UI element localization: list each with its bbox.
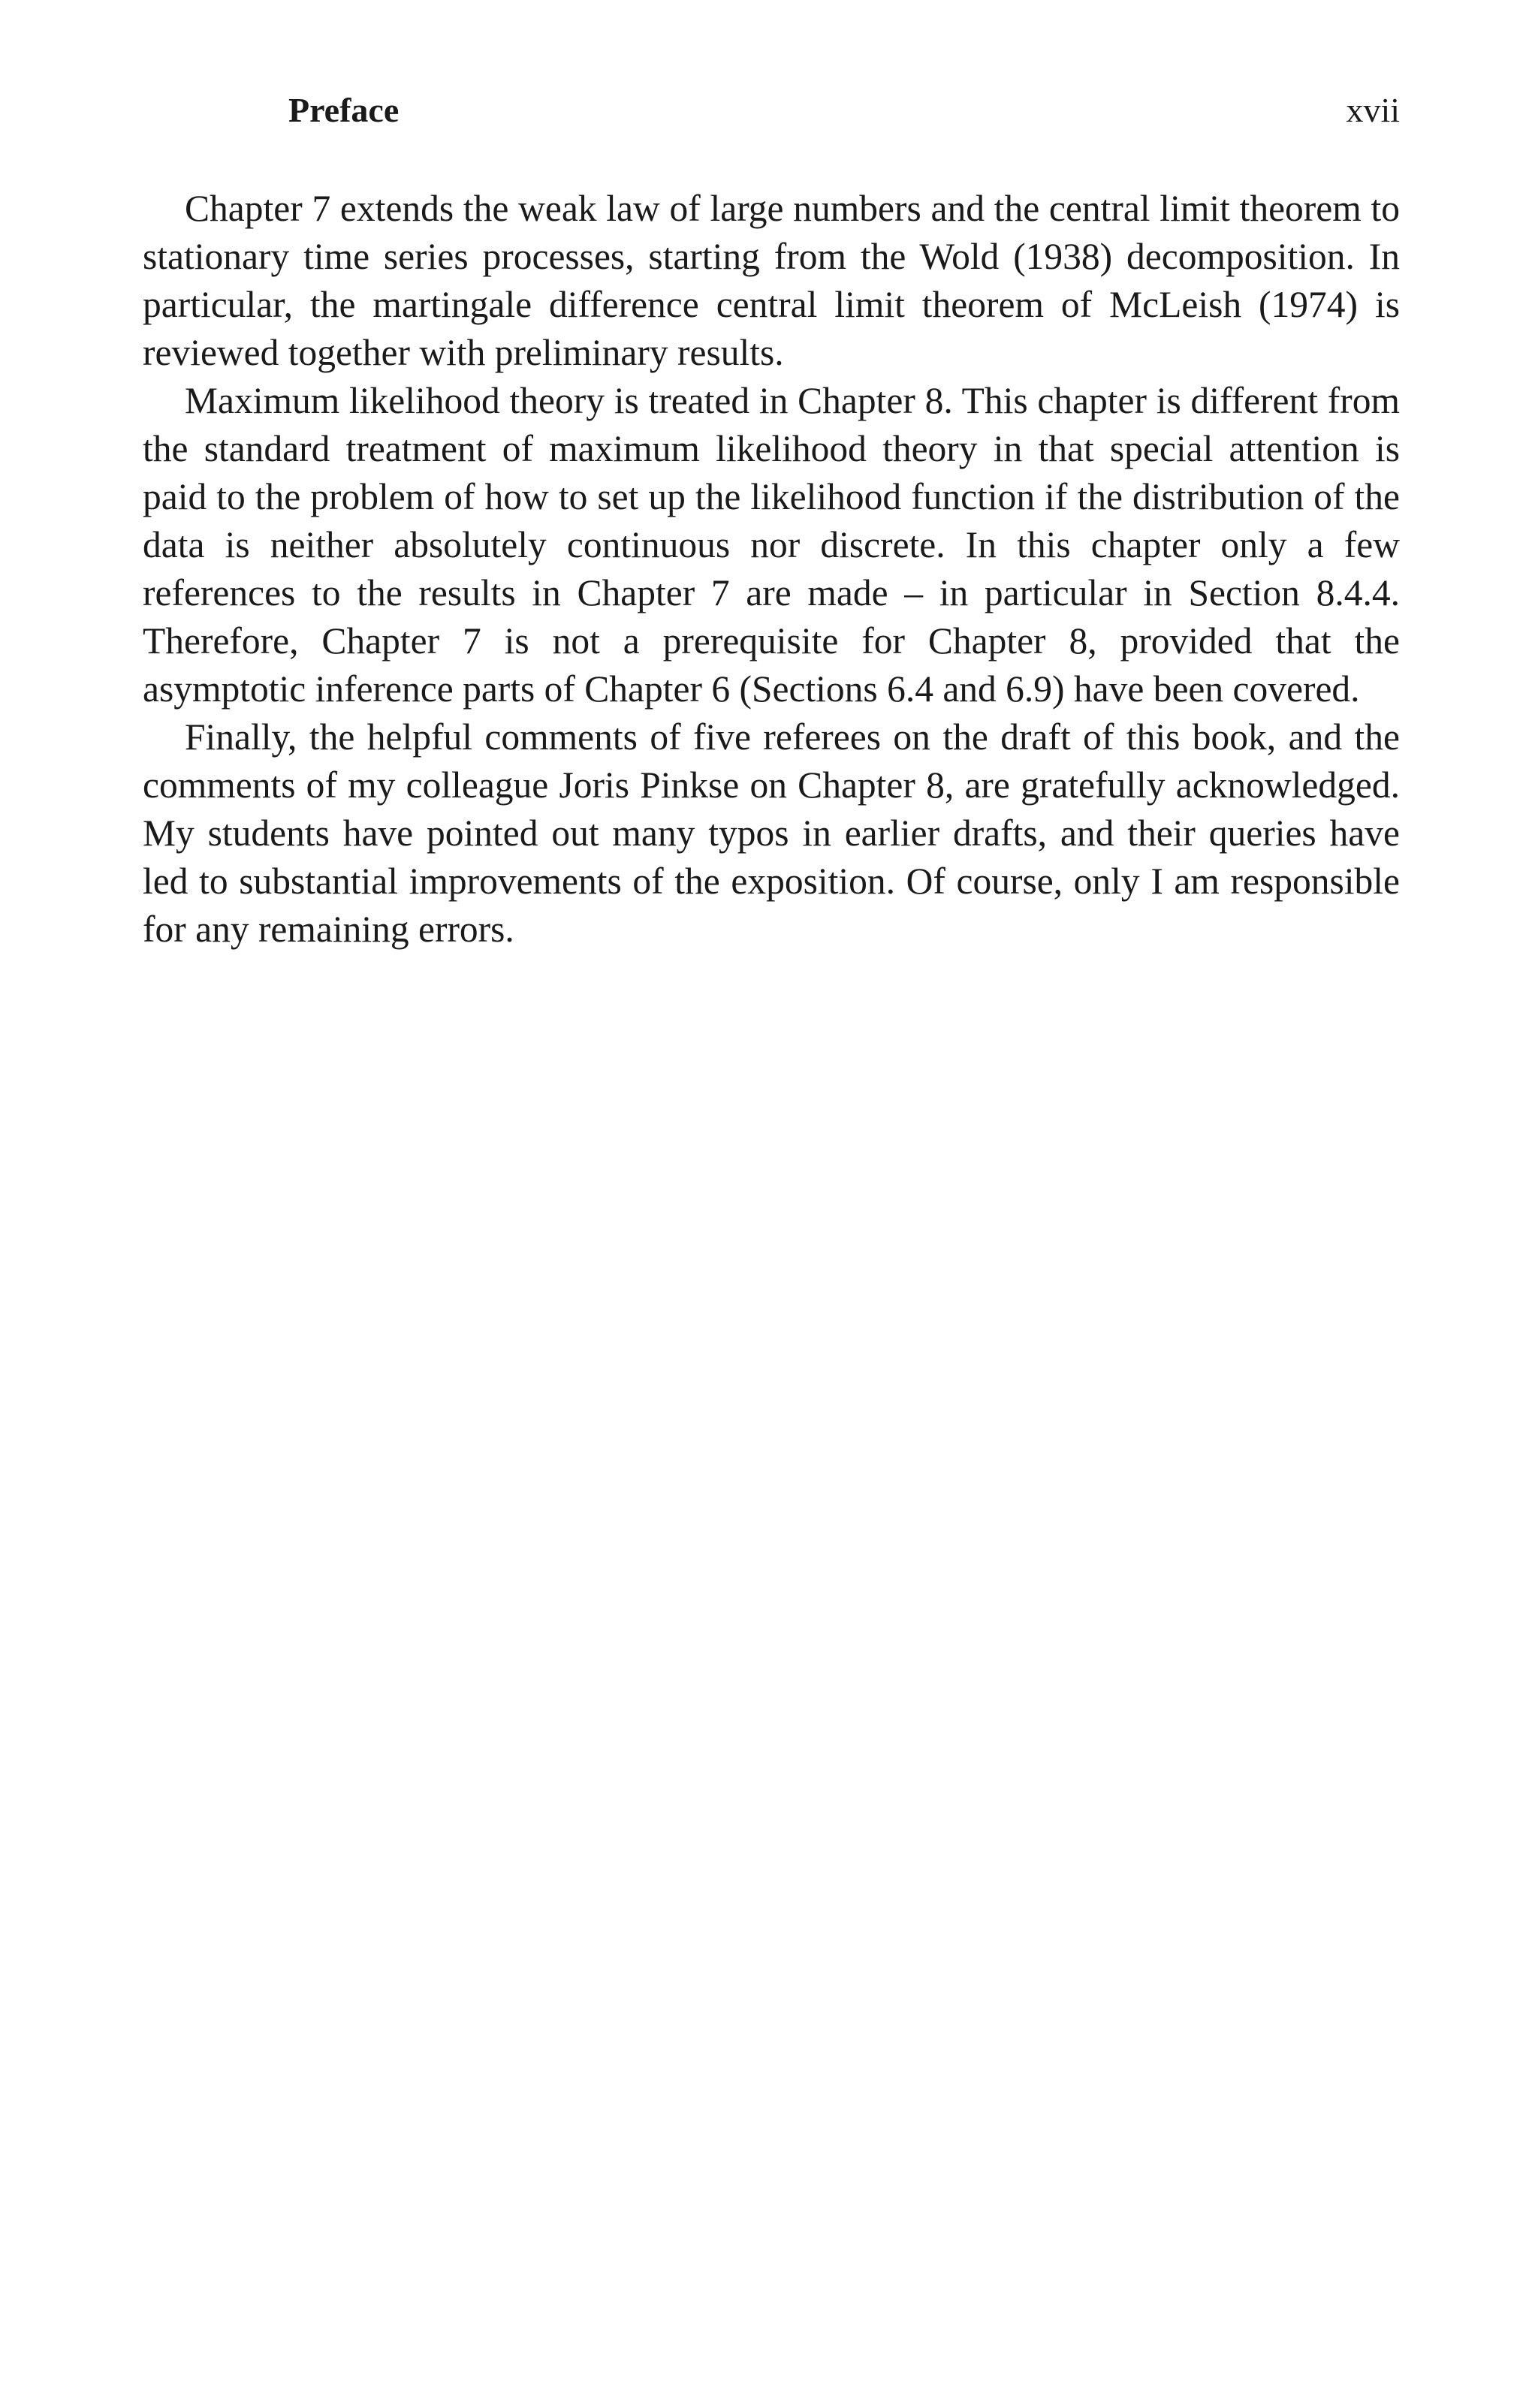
body-text xyxy=(143,185,1400,954)
paragraph-chapter-7: Chapter 7 extends the weak law of large numbers and the central limit theorem to stationary time series processes, starting from the Wold (1938) decomposition. In particular, the martingale difference central limit theorem of McLeish (1974) is reviewed together with preliminary results. xyxy=(143,188,1400,373)
running-head xyxy=(143,84,1400,137)
running-title: Preface xyxy=(288,91,400,129)
paragraph-acknowledgements: Finally, the helpful comments of five referees on the draft of this book, and the comments of my colleague Joris Pinkse on Chapter 8, are gratefully acknowledged. My students have pointed out many typos in earlier drafts, and their queries have led to substantial improvements of the exposition. Of course, only I am responsible for any remaining errors. xyxy=(143,716,1400,950)
page-number: xvii xyxy=(1346,91,1400,129)
paragraph-maximum-likelihood: Maximum likelihood theory is treated in Chapter 8. This chapter is different from the standard treatment of maximum likelihood theory in that special attention is paid to the problem of how to set up the likelihood function if the distribution of the data is neither absolutely continuous nor discrete. In this chapter only a few references to the results in Chapter 7 are made – in particular in Section 8.4.4. Therefore, Chapter 7 is not a prerequisite for Chapter 8, provided that the asymptotic inference parts of Chapter 6 (Sections 6.4 and 6.9) have been covered. xyxy=(143,380,1400,710)
